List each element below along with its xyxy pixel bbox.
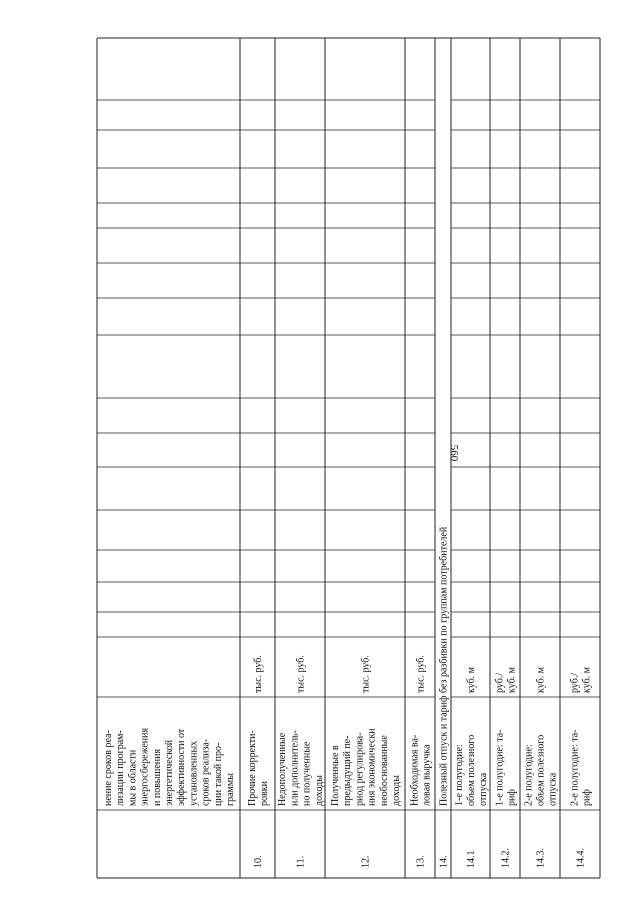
row-unit-line: куб. м (506, 666, 518, 693)
row-label (494, 730, 517, 806)
row-label-line: 2-е полугодие: (523, 744, 535, 806)
row-label-line: доходы (313, 775, 325, 806)
row-label-line: лизации програм- (115, 730, 127, 806)
row-label-line: Необходимая ва- (409, 734, 421, 806)
row-label-line: нение сроков реа- (103, 730, 114, 806)
row-number-line: 14.2. (500, 848, 512, 868)
row-label-line: ции такой про- (212, 742, 224, 806)
row-unit-line: тыс. руб. (415, 655, 427, 693)
row-number (439, 856, 450, 869)
row-unit (569, 666, 592, 693)
row-label-line: риф (581, 789, 593, 806)
row-unit-line: тыс. руб. (295, 655, 307, 693)
row-label-line: риод регулирова- (354, 732, 366, 806)
row-number (536, 848, 547, 868)
row-label (277, 730, 325, 806)
row-unit-line: куб. м (535, 666, 547, 693)
row-unit (296, 655, 307, 693)
row-number-line: 14.4. (575, 848, 587, 868)
row-label-line: но полученные (301, 741, 313, 806)
row-label-line: отпуска (547, 772, 559, 806)
row-unit-line: руб./ (569, 672, 581, 693)
row-label-line: ловая выручка (421, 744, 433, 806)
row-unit-line: тыс. руб. (253, 655, 264, 693)
row-label-line: 1-е полугодие: (453, 744, 465, 806)
row-unit-line: куб. м (466, 666, 477, 693)
row-number-line: 14. (438, 855, 450, 868)
page-number: 560 (448, 444, 460, 462)
row-label-line: объем полезного (535, 734, 547, 806)
row-number (576, 848, 587, 868)
row-unit (466, 666, 477, 693)
row-label (103, 728, 236, 806)
row-label-line: необоснованные (378, 735, 390, 806)
row-unit (416, 655, 427, 693)
row-unit-line: тыс. руб. (360, 655, 372, 693)
row-label-line: и повышения (151, 748, 163, 806)
row-label-line: риф (506, 789, 518, 806)
row-label-line: объем полезного (466, 734, 477, 806)
row-label-line: мы в области (127, 749, 139, 806)
row-label-span (439, 526, 450, 806)
row-label-line: отпуска (478, 772, 490, 806)
row-label (454, 735, 489, 806)
row-label-line: или дополнитель- (289, 730, 301, 806)
row-unit-line: куб. м (581, 666, 593, 693)
row-number (253, 856, 264, 869)
row-unit (494, 666, 517, 693)
row-label-line: Прочие корректи- (246, 730, 258, 806)
row-label (247, 730, 270, 806)
row-unit (253, 655, 264, 693)
row-number-line: 13. (415, 855, 427, 868)
row-label-line: граммы (225, 773, 236, 806)
row-label-line: Полученные в (330, 745, 341, 806)
row-number-line: 12. (360, 855, 372, 868)
row-number-line: 10. (253, 855, 264, 868)
row-number-line: 14.3. (535, 848, 547, 868)
row-label-line: ния экономически (366, 728, 378, 806)
row-number (416, 856, 427, 869)
row-label-line: установленных (188, 740, 200, 806)
row-label (330, 728, 402, 806)
row-number (466, 851, 477, 869)
row-number-line: 14.1 (466, 850, 477, 868)
row-label-line: 2-е полугодие: та- (569, 729, 581, 806)
row-number (296, 856, 307, 868)
row-label-line: энергосбережения (139, 727, 151, 806)
row-label-line: 1-е полугодие: та- (494, 729, 506, 806)
row-unit-line: руб./ (494, 672, 506, 693)
row-label-span-line: Полезный отпуск и тариф без разбивки по группам потребителей (438, 526, 450, 806)
row-label-line: энергетической (164, 739, 175, 806)
row-label (523, 735, 558, 806)
row-label (569, 730, 592, 806)
row-label-line: сроков реализа- (200, 738, 212, 806)
row-unit (361, 655, 372, 693)
row-unit (536, 666, 547, 693)
row-label-line: ровки (259, 781, 271, 806)
row-label-line: Недополученные (277, 732, 289, 806)
row-label-line: доходы (391, 775, 402, 806)
row-number-line: 11. (295, 855, 307, 868)
row-label-line: предыдущий пе- (342, 735, 354, 806)
row-label-line: эффективности от (176, 728, 188, 806)
row-label (409, 735, 432, 806)
row-number (361, 856, 372, 869)
row-number (501, 848, 512, 868)
